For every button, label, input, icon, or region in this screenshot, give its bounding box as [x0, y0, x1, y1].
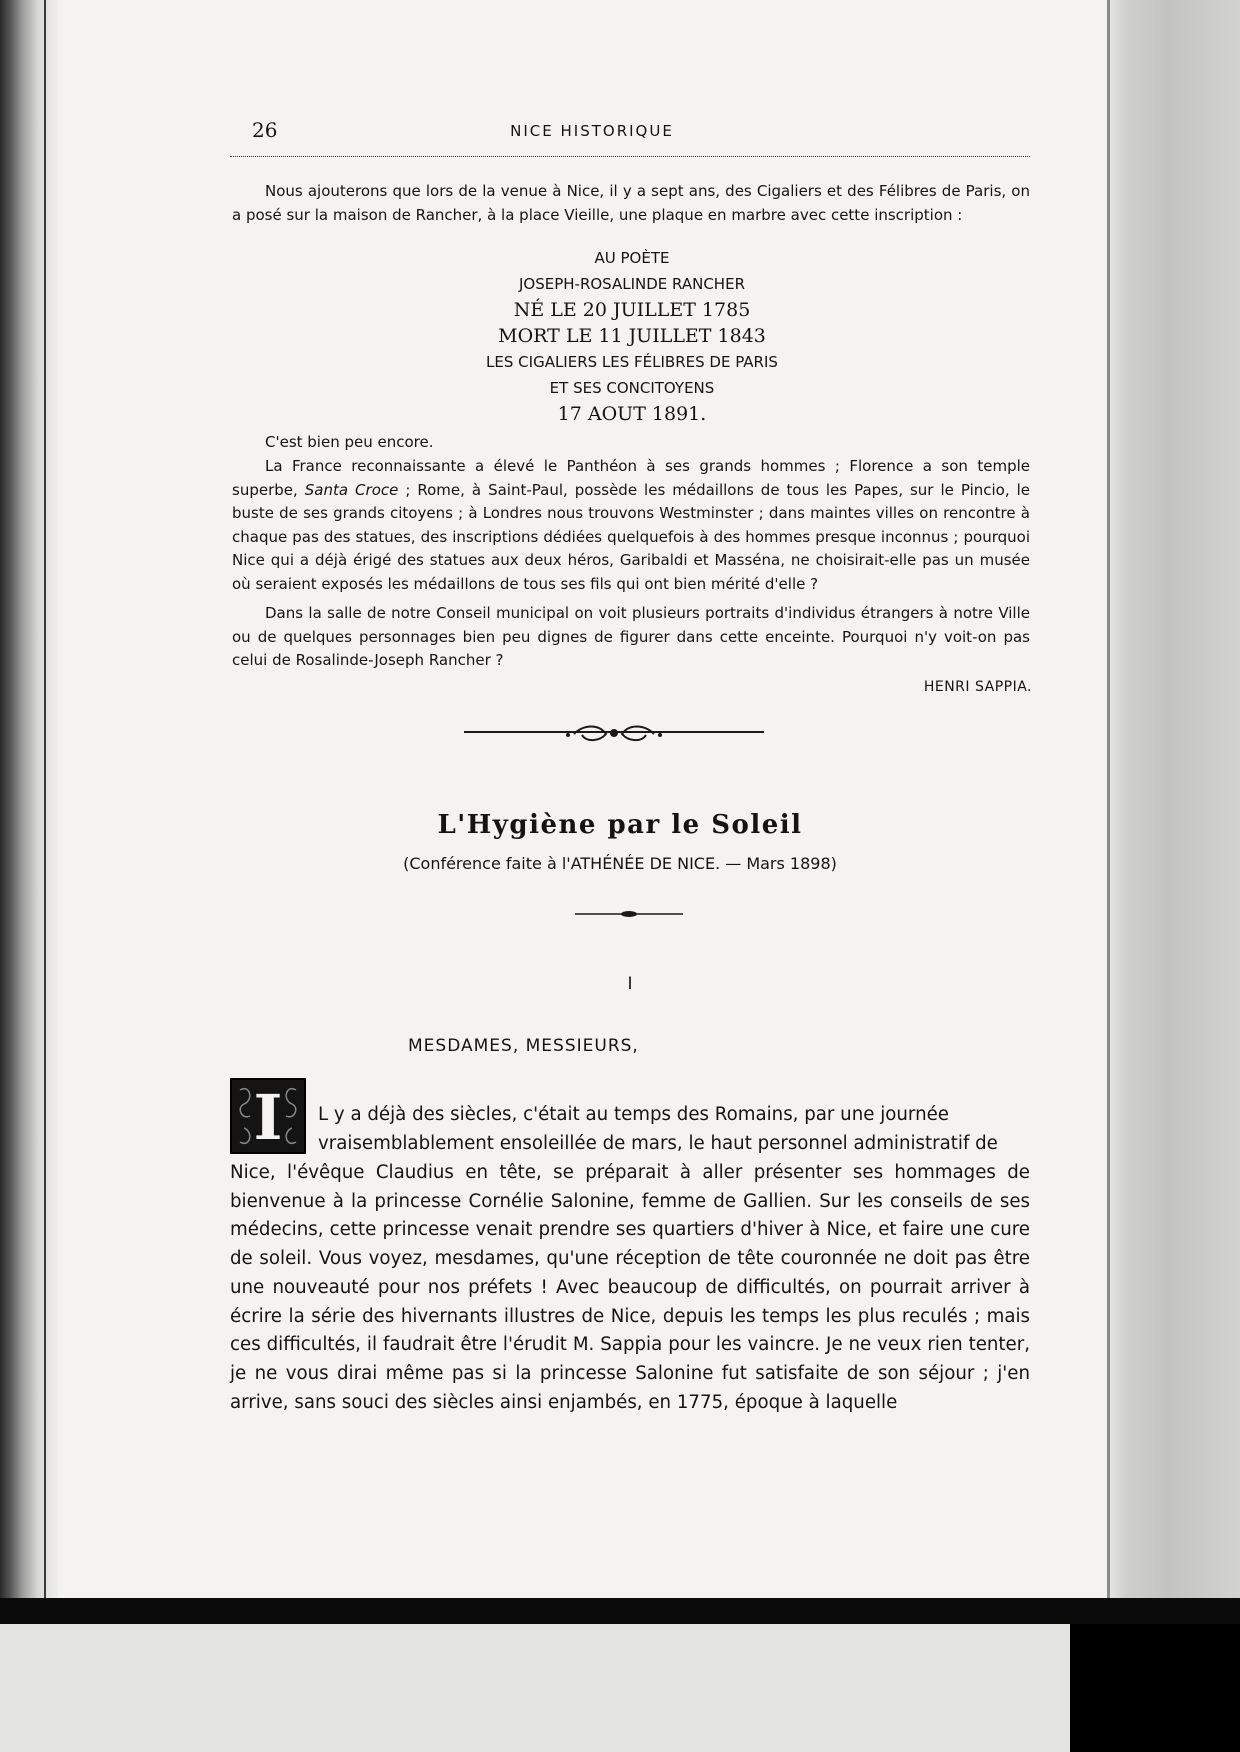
ornament-divider-icon — [464, 722, 764, 746]
article-line-second: vraisemblablement ensoleillée de mars, le haut personnel administratif de — [318, 1133, 998, 1154]
author-signature: HENRI SAPPIA. — [923, 679, 1032, 695]
header-dotted-rule — [230, 156, 1030, 157]
paragraph-monuments-start: La France reconnaissante a élevé le Panthéon à ses grands hommes ; Florence a son temple superbe, — [232, 457, 1030, 499]
article-body: Nice, l'évêque Claudius en tête, se préparait à aller présenter ses hommages de bienvenue à la princesse Cornélie Salonine, femme de Gallien. Sur les conseils de ses médecins, cette princesse venait prendre ses quartiers d'hiver à Nice, et faire une cure de soleil. Vous voyez, mesdames, qu'une réception de tête couronnée ne doit pas être une nouveauté pour nos préfets ! Avec beaucoup de difficultés, on pourrait arriver à écrire la série des hivernants illustres de Nice, depuis les temps les plus reculés ; mais ces difficultés, il faudrait être l'érudit M. Sappia pour les vaincre. Je ne veux rien tenter, je ne vous dirai même pas si la princesse Salonine fut satisfaite de son séjour ; j'en arrive, sans souci des siècles ainsi enjambés, en 1775, époque à laquelle — [230, 1162, 1030, 1413]
inscription-line: NÉ LE 20 JUILLET 1785 — [513, 299, 751, 321]
page-edge-shadow — [1108, 0, 1240, 1600]
paragraph-short: C'est bien peu encore. — [265, 433, 434, 451]
underlying-sheet — [0, 1624, 1070, 1752]
article-title: L'Hygiène par le Soleil — [437, 810, 803, 840]
plaque-inscription — [432, 245, 832, 427]
intro-paragraph: Nous ajouterons que lors de la venue à Nice, il y a sept ans, des Cigaliers et des Félibres de Paris, on a posé sur la maison de Rancher, à la place Vieille, une plaque en marbre avec cette inscription : — [232, 182, 1030, 224]
book-binding-line — [44, 0, 46, 1600]
page-number: 26 — [252, 118, 278, 142]
paragraph-council: Dans la salle de notre Conseil municipal on voit plusieurs portraits d'individus étrangers à notre Ville ou de quelques personnages bien peu dignes de figurer dans cette enceinte. Pourquoi n'y voit-on pas celui de Rosalinde-Joseph Rancher ? — [232, 604, 1030, 670]
inscription-line: 17 AOUT 1891. — [557, 403, 707, 425]
drop-cap-letter: I — [253, 1081, 283, 1154]
inscription-line: JOSEPH-ROSALINDE RANCHER — [518, 275, 745, 293]
page-header — [232, 116, 1032, 146]
inscription-line: ET SES CONCITOYENS — [549, 379, 715, 397]
inscription-line: AU POÈTE — [594, 249, 670, 267]
scan-bottom-shadow — [0, 1598, 1240, 1624]
paragraph-monuments-rest: ; Rome, à Saint-Paul, possède les médaillons de tous les Papes, sur le Pincio, le buste de ses grands citoyens ; à Londres nous trouvons Westminster ; dans maintes villes on rencontre à chaque pas des statues, des inscriptions dédiées quelquefois à des hommes presque inconnus ; pourquoi Nice qui a déjà érigé des statues aux deux héros, Garibaldi et Masséna, ne choisirait-elle pas un musée où seraient exposés les médaillons de tous ses fils qui ont bien mérité d'elle ? — [232, 480, 1030, 593]
book-binding-shadow — [0, 0, 58, 1600]
article-line-first: L y a déjà des siècles, c'était au temps des Romains, par une journée — [318, 1104, 949, 1125]
drop-cap-initial — [230, 1078, 306, 1154]
paragraph-monuments — [232, 455, 1030, 597]
section-number: I — [627, 974, 633, 994]
scan-corner-shadow — [1070, 1624, 1240, 1752]
small-divider-icon — [575, 908, 683, 920]
running-title: NICE HISTORIQUE — [510, 122, 674, 140]
salutation: MESDAMES, MESSIEURS, — [408, 1036, 639, 1056]
italic-santa-croce: Santa Croce — [304, 480, 399, 499]
page-edge-line — [1107, 0, 1110, 1600]
article-subtitle: (Conférence faite à l'ATHÉNÉE DE NICE. — Mars 1898) — [403, 854, 837, 873]
inscription-line: LES CIGALIERS LES FÉLIBRES DE PARIS — [486, 353, 778, 371]
inscription-line: MORT LE 11 JUILLET 1843 — [498, 325, 766, 347]
